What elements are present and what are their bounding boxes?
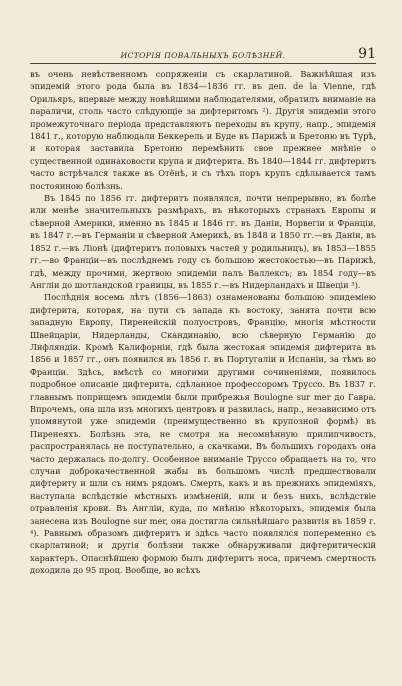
paragraph-1845-1856: Въ 1845 по 1856 гг. дифтеритъ появлялся, почти непрерывно, въ болѣе или менѣе значительныхъ размѣрахъ, въ нѣкоторыхъ странахъ Европы и сѣверной Америки, именно въ 1845 и 1846 гг. въ Даніи, Норвегіи и Франціи, въ 1847 г.—въ Германіи и сѣверной Америкѣ, въ 1848 и 1850 гг.—въ Даніи, въ 1852 г.—въ Ліонѣ (дифтеритъ половыхъ частей у родильницъ), въ 1853—1855 гг.—во Франціи—въ послѣднемъ году съ большою жестокостью—въ Парижѣ, гдѣ, между прочими, жертвою эпидеміи палъ Валлексъ; въ 1854 году—въ Англіи до шотландской границы, въ 1855 г.—въ Нидерландахъ и Швеціи ³). <box>30 193 376 290</box>
page-header <box>30 36 376 64</box>
page-number: 91 <box>358 46 376 62</box>
paragraph-continued: въ очень невѣственномъ сопряженіи съ скарлатиной. Важнѣйшая изъ эпидемій этого рода была въ 1834—1836 гг. въ деп. de la Vienne, гдѣ Орильяръ, впервые между новѣйшими наблюдателями, обратилъ вниманіе на параличи, столь часто слѣдующіе за дифтеритомъ ²). Другія эпидеміи этого промежуточнаго періода представляютъ переходы въ крупу, напр., эпидемія 1841 г., которую наблюдали Беккерель и Буде въ Парижѣ и Бретоню въ Турѣ, и которая заставила Бретоню перемѣнить свое прежнее мнѣніе о существенной одинаковости крупа и дифтерита. Въ 1840—1844 гг. дифтеритъ часто встрѣчался также въ Отёнѣ, и съ тѣхъ поръ крупъ сдѣлывается тамъ постоянною болѣзнь. <box>30 69 376 191</box>
running-head: ИСТОРІЯ ПОВАЛЬНЫХЪ БОЛѢЗНЕЙ. <box>120 51 286 60</box>
paragraph-1856-1863: Послѣднія восемь лѣтъ (1856—1863) ознаменованы большою эпидеміею дифтерита, которая, на пути съ запада къ востоку, занята почти всю западную Европу, Пиренейскій полуостровъ, Францію, многія мѣстности Швейцаріи, Нидерланды, Скандинавію, всю сѣверную Германію до Лифляндіи. Кромѣ Калифорніи, гдѣ была жестокая эпидемія дифтерита въ 1856 и 1857 гг., онъ появился въ 1856 г. въ Португаліи и Испаніи, за тѣмъ во Франціи. Здѣсь, вмѣстѣ со многими другими сочиненіями, появилось подробное описаніе дифтерита, сдѣланное профессоромъ Труссо. Въ 1837 г. главнымъ поприщемъ эпидеміи были прибрежья Boulogne sur mer до Гавра. Впрочемъ, она шла изъ многихъ центровъ и развилась, напр., независимо отъ упомянутой уже эпидеміи (преимущественно въ крупозной формѣ) въ Пиренеяхъ. Болѣзнь эта, не смотря на несомнѣнную прилипчивость, распространялась не поступательно, а скачками. Въ большихъ городахъ она часто держалась по-долгу. Особенное вниманіе Труссо обращаетъ на то, что случаи доброкачественной жабы въ большомъ числѣ предшествовали дифтериту и шли съ нимъ рядомъ. Смерть, какъ и въ прежнихъ эпидеміяхъ, наступала вслѣдствіе мѣстныхъ измѣненій, или и безъ нихъ, вслѣдствіе отравленія крови. Въ Англіи, куда, по мнѣнію нѣкоторыхъ, эпидемія была занесена изъ Boulogne sur mer, она достигла сильнѣйшаго развитія въ 1859 г. ⁴). Равнымъ образомъ дифтеритъ и здѣсь часто появлялся попеременно съ скарлатиной; и другія болѣзни также обнаруживали дифтеритическій характеръ. Опаснѣйшею формою былъ дифтеритъ носа, причемъ смертность доходила до 95 проц. Вообще, во всѣхъ <box>30 292 376 576</box>
book-page <box>0 36 402 686</box>
body-text <box>30 68 376 577</box>
